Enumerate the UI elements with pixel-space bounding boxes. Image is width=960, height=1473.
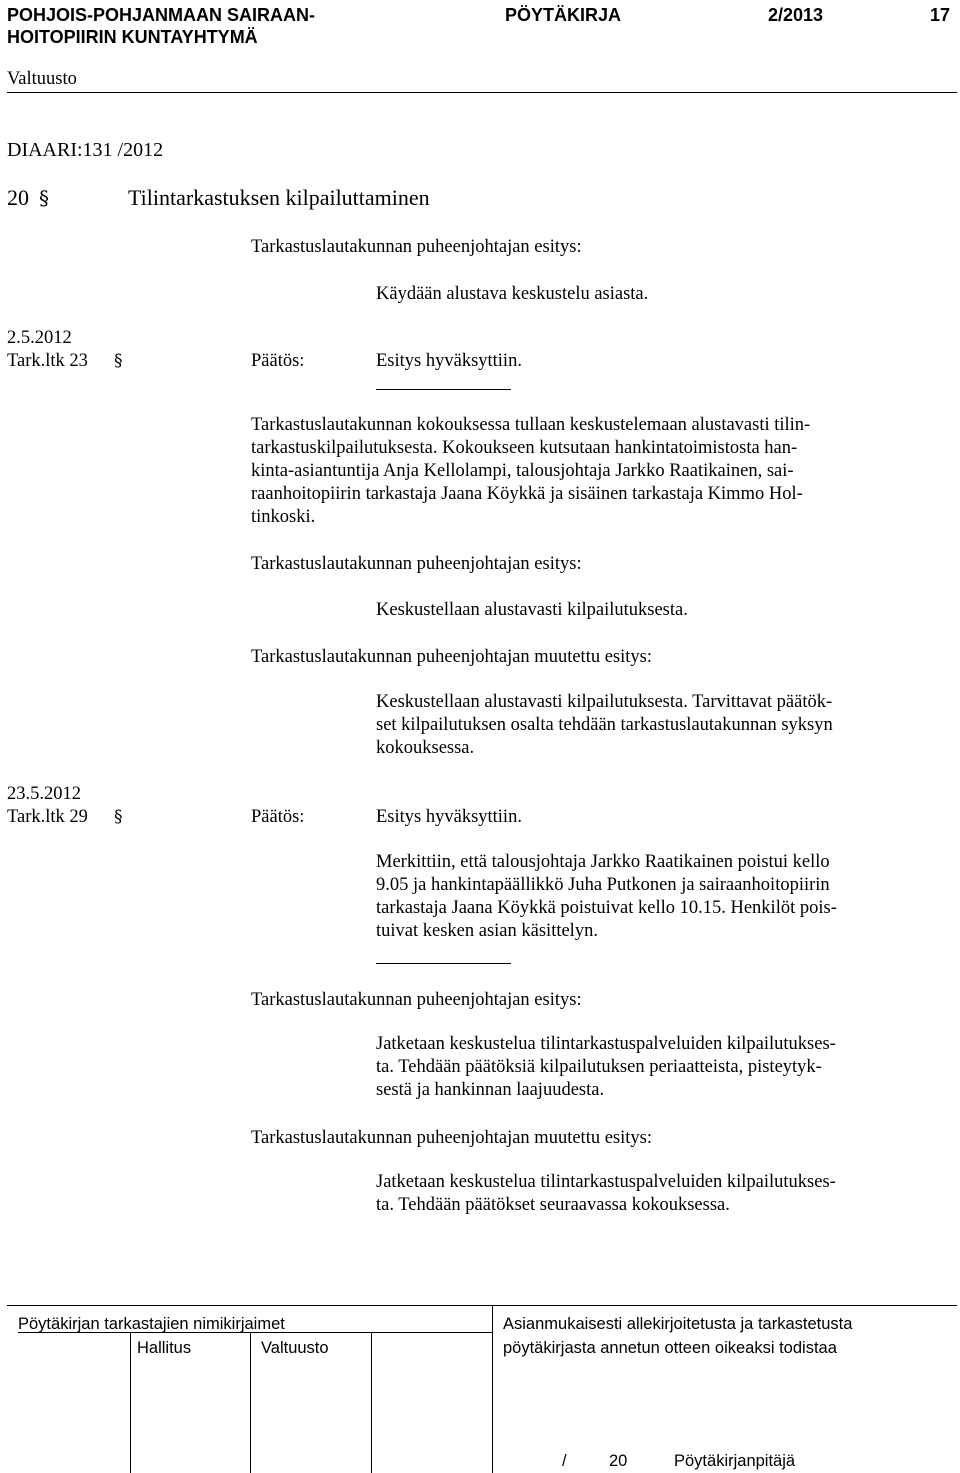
proposal-text: Käydään alustava keskustelu asiasta. [376, 284, 649, 304]
proposal-label: Tarkastuslautakunnan puheenjohtajan esitys: [251, 554, 582, 574]
issue-number: 2/2013 [768, 5, 824, 25]
initials-column-divider-3 [371, 1332, 372, 1473]
section-sign: § [114, 807, 123, 827]
separator-line [376, 963, 511, 964]
proposal-label: Tarkastuslautakunnan puheenjohtajan esitys: [251, 237, 582, 257]
initials-hallitus: Hallitus [137, 1339, 192, 1357]
meeting-note: Tarkastuslautakunnan kokouksessa tullaan keskustelemaan alustavasti tilin- tarkastuskilpailutuksesta. Kokoukseen kutsutaan hankintatoimistosta han- kinta-asiantuntija Anja Kellolampi, talousjohtaja Jarkko Raatikainen, sai- raanhoitopiirin tarkastaja Jaana Köykkä ja sisäinen tarkastaja Kimmo Hol- tinkoski. [251, 415, 811, 527]
header-divider [7, 92, 957, 93]
minutes-keeper-label: Pöytäkirjanpitäjä [674, 1452, 796, 1470]
initials-title: Pöytäkirjan tarkastajien nimikirjaimet [18, 1315, 285, 1333]
date-slash: / [562, 1452, 567, 1470]
amended-proposal-label: Tarkastuslautakunnan puheenjohtajan muutettu esitys: [251, 647, 652, 667]
amended-proposal-text: Jatketaan keskustelua tilintarkastuspalveluiden kilpailutukses- ta. Tehdään päätökset seuraavassa kokouksessa. [376, 1172, 836, 1215]
meeting-date: 2.5.2012 [7, 328, 72, 348]
org-name-line1: POHJOIS-POHJANMAAN SAIRAAN- [7, 5, 316, 25]
meeting-ref: Tark.ltk 23 [7, 351, 88, 371]
doc-type: PÖYTÄKIRJA [505, 5, 622, 25]
section-sign: § [39, 186, 49, 210]
meeting-ref: Tark.ltk 29 [7, 807, 88, 827]
meeting-note: Merkittiin, että talousjohtaja Jarkko Raatikainen poistui kello 9.05 ja hankintapäällikkö Juha Putkonen ja sairaanhoitopiirin tarkastaja Jaana Köykkä poistuivat kello 10.15. Henkilöt pois- tuivat kesken asian käsittelyn. [376, 852, 837, 941]
decision-label: Päätös: [251, 351, 305, 371]
case-number: 20 [7, 185, 29, 210]
section-sign: § [114, 351, 123, 371]
footer-top-rule [7, 1305, 957, 1306]
amended-proposal-text: Keskustellaan alustavasti kilpailutuksesta. Tarvittavat päätök- set kilpailutuksen osalta tehdään tarkastuslautakunnan syksyn kokouksessa. [376, 692, 833, 758]
proposal-text: Keskustellaan alustavasti kilpailutuksesta. [376, 600, 688, 620]
decision-text: Esitys hyväksyttiin. [376, 351, 522, 371]
body-name: Valtuusto [7, 69, 77, 89]
case-title: Tilintarkastuksen kilpailuttaminen [128, 185, 430, 210]
org-name-line2: HOITOPIIRIN KUNTAYHTYMÄ [7, 27, 258, 47]
decision-text: Esitys hyväksyttiin. [376, 807, 522, 827]
certification-line2: pöytäkirjasta annetun otteen oikeaksi todistaa [503, 1339, 837, 1357]
proposal-label: Tarkastuslautakunnan puheenjohtajan esitys: [251, 990, 582, 1010]
year-prefix: 20 [609, 1452, 628, 1470]
amended-proposal-label: Tarkastuslautakunnan puheenjohtajan muutettu esitys: [251, 1128, 652, 1148]
diary-number: DIAARI:131 /2012 [7, 139, 164, 161]
separator-line [376, 389, 511, 390]
initials-column-divider-1 [130, 1332, 131, 1473]
certification-line1: Asianmukaisesti allekirjoitetusta ja tarkastetusta [503, 1315, 853, 1333]
footer-center-divider [492, 1306, 493, 1473]
initials-valtuusto: Valtuusto [261, 1339, 329, 1357]
page-number: 17 [930, 5, 951, 25]
meeting-date: 23.5.2012 [7, 784, 81, 804]
proposal-text: Jatketaan keskustelua tilintarkastuspalveluiden kilpailutukses- ta. Tehdään päätöksiä kilpailutuksen periaatteista, pisteytyk- sestä ja hankinnan laajuudesta. [376, 1034, 836, 1100]
initials-column-divider-2 [250, 1332, 251, 1473]
decision-label: Päätös: [251, 807, 305, 827]
initials-title-underline [18, 1332, 492, 1333]
